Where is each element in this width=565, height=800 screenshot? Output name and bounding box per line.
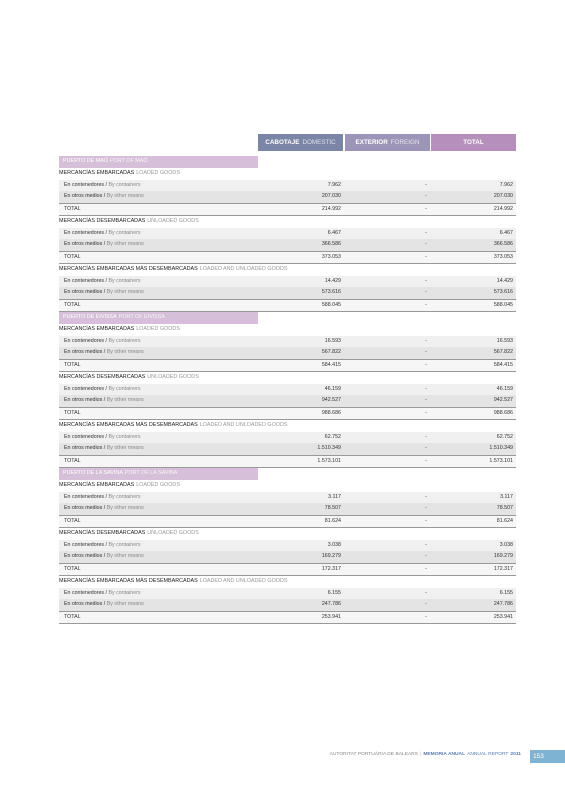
table-row <box>59 503 516 515</box>
section-title <box>59 264 516 276</box>
cell-cabotaje: 62.752 <box>324 433 341 440</box>
row-label <box>59 239 258 251</box>
cell-total: 62.752 <box>496 433 513 440</box>
row-label-es: En otros medios / <box>64 289 106 295</box>
row-label <box>59 336 258 348</box>
footer-report: MEMORIA ANUAL <box>423 752 466 757</box>
cell-total: 81.624 <box>496 517 513 524</box>
row-label-es: TOTAL <box>64 409 81 416</box>
cell-exterior: - <box>425 301 427 308</box>
cell-total: 988.686 <box>493 409 513 416</box>
row-label <box>59 599 258 611</box>
cell-exterior: - <box>425 589 427 596</box>
section-title <box>59 528 516 540</box>
row-label-en: By other means <box>106 601 144 607</box>
section-title-es: MERCANCÍAS DESEMBARCADAS <box>59 218 146 224</box>
cell-cabotaje: 366.586 <box>321 241 341 247</box>
cell-cabotaje: 214.992 <box>321 205 341 212</box>
port-header <box>59 312 258 324</box>
cell-cabotaje: 3.038 <box>327 541 341 548</box>
cell-total: 584.415 <box>493 361 513 368</box>
cell-cabotaje: 942.527 <box>321 397 341 403</box>
row-label <box>59 276 258 288</box>
row-label <box>59 564 258 576</box>
cell-exterior: - <box>425 349 427 355</box>
row-label <box>59 347 258 359</box>
cell-cabotaje: 78.507 <box>324 505 341 511</box>
port-header <box>59 156 258 168</box>
row-label <box>59 395 258 407</box>
section-title-en: LOADED GOODS <box>136 482 180 488</box>
row-label-en: By other means <box>106 553 144 559</box>
cell-exterior: - <box>425 397 427 403</box>
row-label-es: En otros medios / <box>64 397 106 403</box>
row-label <box>59 360 258 372</box>
header-cabotaje-label: CABOTAJE <box>265 139 300 146</box>
cell-exterior: - <box>425 613 427 620</box>
cell-cabotaje: 253.941 <box>321 613 341 620</box>
row-label-en: By other means <box>106 445 144 451</box>
table-row <box>59 287 516 299</box>
section-title <box>59 420 516 432</box>
row-label-es: En otros medios / <box>64 241 106 247</box>
cell-total: 567.822 <box>493 349 513 355</box>
cell-total: 942.527 <box>493 397 513 403</box>
cell-cabotaje: 3.117 <box>328 493 341 500</box>
total-row <box>59 251 516 265</box>
table-row <box>59 228 516 240</box>
row-label-es: En otros medios / <box>64 601 106 607</box>
row-label-es: En otros medios / <box>64 193 106 199</box>
row-label <box>59 252 258 264</box>
cell-cabotaje: 573.616 <box>321 289 341 295</box>
row-label-es: En contenedores / <box>64 277 107 284</box>
table-row <box>59 384 516 396</box>
header-total-label: TOTAL <box>463 139 484 146</box>
cell-exterior: - <box>425 253 427 260</box>
cell-total: 6.467 <box>499 229 513 236</box>
row-label <box>59 551 258 563</box>
port-name: PUERTO DE EIVISSA <box>63 314 117 320</box>
row-label-es: TOTAL <box>64 613 81 620</box>
cell-exterior: - <box>425 409 427 416</box>
section-title-es: MERCANCÍAS DESEMBARCADAS <box>59 530 146 536</box>
total-row <box>59 515 516 529</box>
cell-exterior: - <box>425 277 427 284</box>
row-label-es: En contenedores / <box>64 229 107 236</box>
section-title-es: MERCANCÍAS EMBARCADAS <box>59 170 135 176</box>
cell-total: 1.573.101 <box>489 457 513 464</box>
cell-exterior: - <box>425 445 427 451</box>
cell-exterior: - <box>425 457 427 464</box>
header-exterior-en: FOREIGN <box>390 139 420 146</box>
header-exterior-label: EXTERIOR <box>355 139 388 146</box>
row-label <box>59 443 258 455</box>
table-row <box>59 395 516 407</box>
section-title <box>59 576 516 588</box>
cell-cabotaje: 1.510.349 <box>317 445 341 451</box>
table-row <box>59 599 516 611</box>
table-row <box>59 347 516 359</box>
row-label-en: By other means <box>106 505 144 511</box>
row-label <box>59 456 258 468</box>
cell-total: 373.053 <box>493 253 513 260</box>
table-row <box>59 239 516 251</box>
port-name-en: PORT OF EIVISSA <box>118 314 165 320</box>
section-title-es: MERCANCÍAS EMBARCADAS MÁS DESEMBARCADAS <box>59 422 198 428</box>
footer-report-en: ANNUAL REPORT <box>467 752 509 757</box>
row-label-en: By other means <box>106 241 144 247</box>
row-label-en: By containers <box>108 385 141 392</box>
row-label-es: En contenedores / <box>64 337 107 344</box>
cell-cabotaje: 6.467 <box>327 229 341 236</box>
row-label-es: En otros medios / <box>64 553 106 559</box>
cell-exterior: - <box>425 517 427 524</box>
cell-exterior: - <box>425 289 427 295</box>
row-label-en: By containers <box>108 337 141 344</box>
row-label-es: En contenedores / <box>64 385 107 392</box>
row-label-es: En contenedores / <box>64 589 107 596</box>
cell-total: 169.279 <box>493 553 513 559</box>
cell-total: 16.593 <box>496 337 513 344</box>
cell-cabotaje: 247.786 <box>321 601 341 607</box>
cell-total: 1.510.349 <box>489 445 513 451</box>
cell-cabotaje: 6.155 <box>327 589 341 596</box>
cell-exterior: - <box>425 205 427 212</box>
port-name-en: PORT OF MAÓ <box>110 158 148 164</box>
cell-cabotaje: 567.822 <box>321 349 341 355</box>
cell-exterior: - <box>425 361 427 368</box>
cell-total: 588.045 <box>493 301 513 308</box>
row-label-en: By other means <box>106 349 144 355</box>
row-label-es: En otros medios / <box>64 349 106 355</box>
section-title-en: UNLOADED GOODS <box>147 530 199 536</box>
row-label-en: By containers <box>108 541 141 548</box>
cell-total: 7.962 <box>499 181 513 188</box>
table-row <box>59 276 516 288</box>
cell-cabotaje: 169.279 <box>321 553 341 559</box>
row-label-es: En contenedores / <box>64 541 107 548</box>
table-row <box>59 551 516 563</box>
section-title-es: MERCANCÍAS EMBARCADAS <box>59 482 135 488</box>
port-name: PUERTO DE MAÓ <box>63 158 109 164</box>
row-label-en: By containers <box>108 229 141 236</box>
row-label <box>59 384 258 396</box>
row-label <box>59 516 258 528</box>
cell-total: 366.586 <box>493 241 513 247</box>
section-title <box>59 168 516 180</box>
cell-total: 3.117 <box>500 493 513 500</box>
header-cabotaje-en: DOMESTIC <box>302 139 336 146</box>
cell-total: 46.159 <box>496 385 513 392</box>
cell-cabotaje: 373.053 <box>321 253 341 260</box>
section-title-es: MERCANCÍAS EMBARCADAS <box>59 326 135 332</box>
section-title-en: LOADED GOODS <box>136 170 180 176</box>
row-label-en: By containers <box>108 433 141 440</box>
row-label-en: By containers <box>108 277 141 284</box>
row-label-es: En contenedores / <box>64 433 107 440</box>
section-title-en: LOADED GOODS <box>136 326 180 332</box>
section-title <box>59 324 516 336</box>
cell-exterior: - <box>425 229 427 236</box>
table-row <box>59 443 516 455</box>
cell-cabotaje: 81.624 <box>324 517 341 524</box>
table-row <box>59 432 516 444</box>
row-label-es: En contenedores / <box>64 181 107 188</box>
cell-exterior: - <box>425 241 427 247</box>
cell-total: 573.616 <box>493 289 513 295</box>
port-header <box>59 468 258 480</box>
total-row <box>59 407 516 421</box>
table-row <box>59 588 516 600</box>
cell-cabotaje: 988.686 <box>321 409 341 416</box>
total-row <box>59 455 516 469</box>
cell-cabotaje: 7.962 <box>327 181 341 188</box>
section-title-es: MERCANCÍAS DESEMBARCADAS <box>59 374 146 380</box>
cell-exterior: - <box>425 553 427 559</box>
row-label-en: By other means <box>106 289 144 295</box>
section-title <box>59 216 516 228</box>
row-label <box>59 180 258 192</box>
section-title-es: MERCANCÍAS EMBARCADAS MÁS DESEMBARCADAS <box>59 266 198 272</box>
cell-cabotaje: 1.573.101 <box>317 457 341 464</box>
row-label-en: By other means <box>106 193 144 199</box>
cell-cabotaje: 46.159 <box>324 385 341 392</box>
row-label-en: By containers <box>108 493 141 500</box>
cell-exterior: - <box>425 505 427 511</box>
cell-cabotaje: 588.045 <box>321 301 341 308</box>
row-label <box>59 540 258 552</box>
row-label <box>59 432 258 444</box>
row-label-es: TOTAL <box>64 301 81 308</box>
header-exterior <box>345 134 430 151</box>
header-total <box>431 134 516 151</box>
total-row <box>59 299 516 313</box>
row-label <box>59 492 258 504</box>
cell-total: 253.941 <box>493 613 513 620</box>
cell-cabotaje: 172.317 <box>321 565 341 572</box>
section-title-en: UNLOADED GOODS <box>147 374 199 380</box>
header-cabotaje <box>258 134 343 151</box>
cargo-table <box>59 156 516 624</box>
row-label-es: TOTAL <box>64 517 81 524</box>
section-title-en: LOADED AND UNLOADED GOODS <box>199 422 288 428</box>
cell-exterior: - <box>425 193 427 199</box>
row-label-es: TOTAL <box>64 253 81 260</box>
row-label <box>59 228 258 240</box>
section-title <box>59 372 516 384</box>
page-footer <box>330 752 521 757</box>
cell-total: 14.429 <box>496 277 513 284</box>
total-row <box>59 203 516 217</box>
row-label-es: TOTAL <box>64 361 81 368</box>
cell-exterior: - <box>425 493 427 500</box>
row-label-en: By containers <box>108 181 141 188</box>
section-title <box>59 480 516 492</box>
row-label-es: En otros medios / <box>64 505 106 511</box>
row-label <box>59 503 258 515</box>
cell-exterior: - <box>425 385 427 392</box>
cell-cabotaje: 207.030 <box>321 193 341 199</box>
row-label <box>59 408 258 420</box>
table-row <box>59 540 516 552</box>
total-row <box>59 563 516 577</box>
row-label <box>59 588 258 600</box>
row-label-en: By other means <box>106 397 144 403</box>
cell-exterior: - <box>425 181 427 188</box>
row-label-en: By containers <box>108 589 141 596</box>
cell-cabotaje: 584.415 <box>321 361 341 368</box>
table-row <box>59 191 516 203</box>
row-label <box>59 191 258 203</box>
footer-separator: | <box>420 752 422 757</box>
cell-total: 207.030 <box>493 193 513 199</box>
cell-total: 78.507 <box>496 505 513 511</box>
port-name-en: PORT OF LA SAVINA <box>124 470 178 476</box>
footer-org: AUTORITAT PORTUÀRIA DE BALEARS <box>329 752 419 757</box>
cell-cabotaje: 16.593 <box>324 337 341 344</box>
row-label-es: TOTAL <box>64 205 81 212</box>
cell-total: 172.317 <box>493 565 513 572</box>
footer-year: 2011 <box>510 752 521 757</box>
total-row <box>59 359 516 373</box>
section-title-en: LOADED AND UNLOADED GOODS <box>199 266 288 272</box>
page-number: 153 <box>530 750 565 763</box>
table-row <box>59 336 516 348</box>
row-label-es: TOTAL <box>64 565 81 572</box>
row-label <box>59 612 258 624</box>
total-row <box>59 611 516 625</box>
table-row <box>59 180 516 192</box>
table-row <box>59 492 516 504</box>
row-label <box>59 204 258 216</box>
row-label-es: TOTAL <box>64 457 81 464</box>
row-label-es: En contenedores / <box>64 493 107 500</box>
section-title-en: UNLOADED GOODS <box>147 218 199 224</box>
section-title-es: MERCANCÍAS EMBARCADAS MÁS DESEMBARCADAS <box>59 578 198 584</box>
section-title-en: LOADED AND UNLOADED GOODS <box>199 578 288 584</box>
cell-cabotaje: 14.429 <box>324 277 341 284</box>
cell-exterior: - <box>425 541 427 548</box>
cell-exterior: - <box>425 601 427 607</box>
row-label <box>59 300 258 312</box>
cell-total: 3.038 <box>499 541 513 548</box>
cell-total: 214.992 <box>493 205 513 212</box>
cell-total: 247.786 <box>493 601 513 607</box>
cell-exterior: - <box>425 433 427 440</box>
row-label-es: En otros medios / <box>64 445 106 451</box>
port-name: PUERTO DE LA SAVINA <box>63 470 123 476</box>
row-label <box>59 287 258 299</box>
cell-exterior: - <box>425 565 427 572</box>
cell-exterior: - <box>425 337 427 344</box>
cell-total: 6.155 <box>499 589 513 596</box>
